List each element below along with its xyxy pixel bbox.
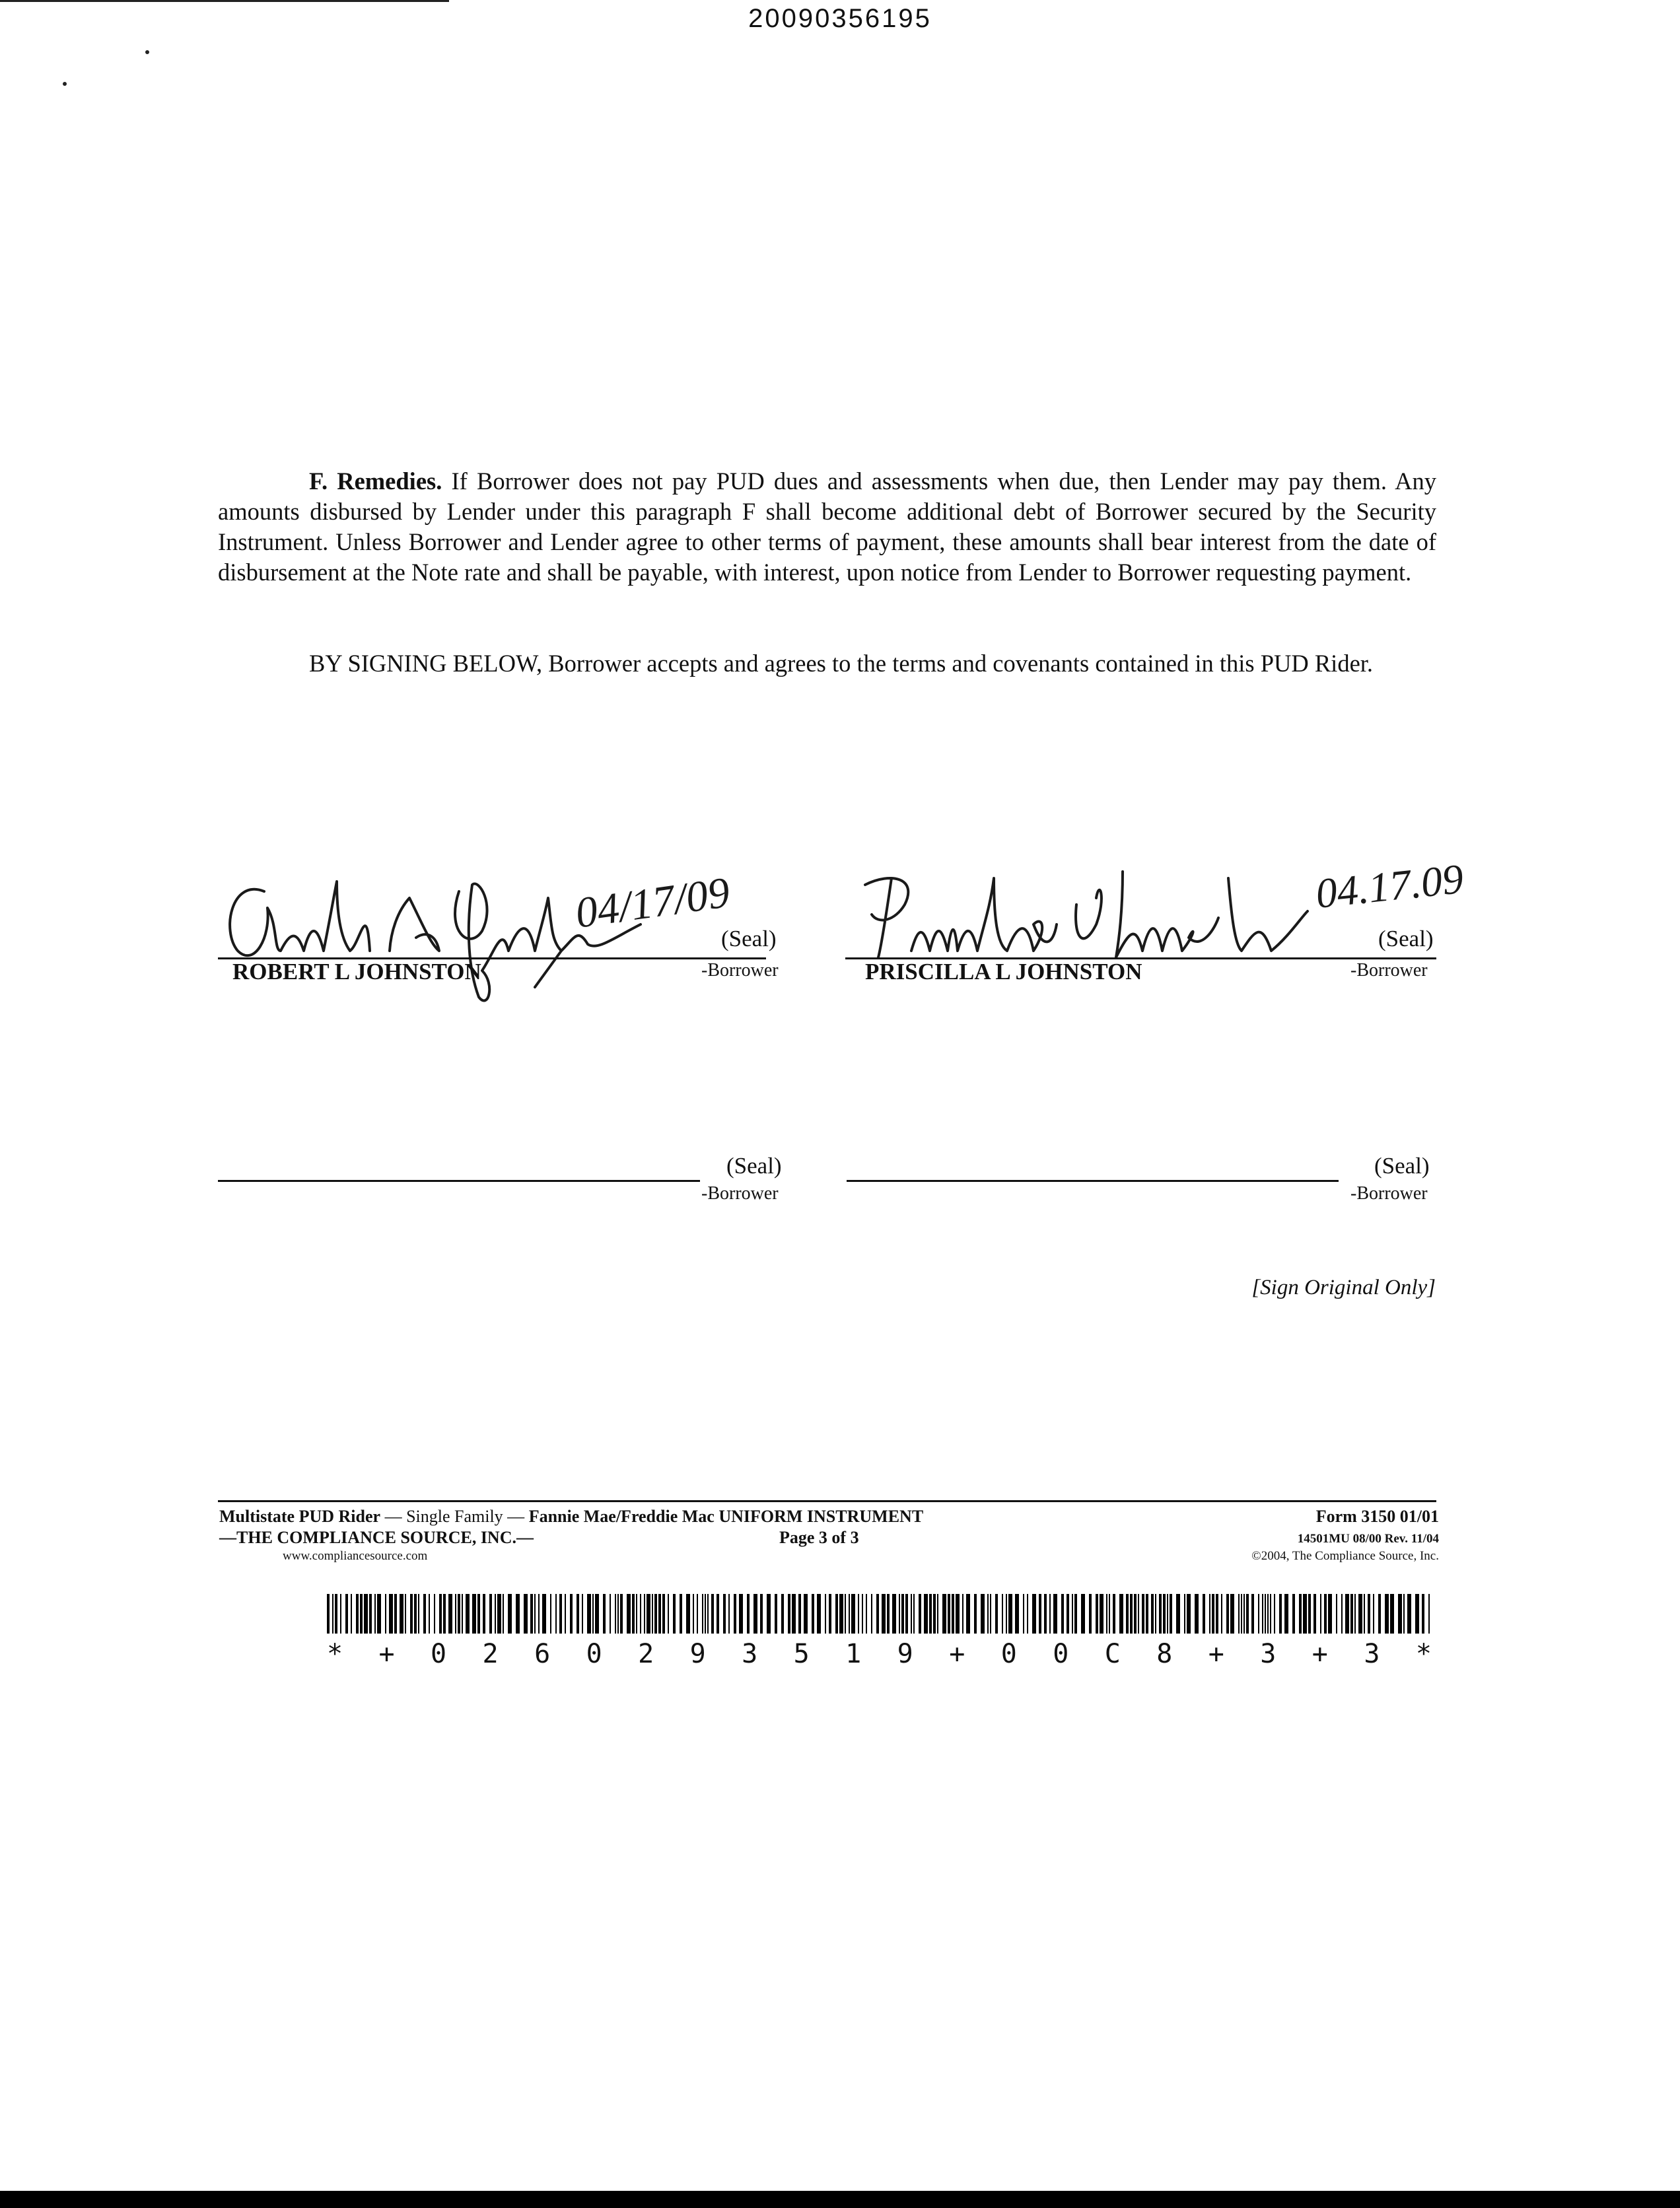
- barcode-bar: [924, 1594, 928, 1634]
- barcode-bar: [913, 1594, 915, 1634]
- barcode-bar: [817, 1594, 821, 1634]
- barcode-bar: [455, 1594, 456, 1634]
- role-label-borrower-2: -Borrower: [1350, 960, 1428, 981]
- document-number: 20090356195: [748, 4, 932, 33]
- barcode-bar: [1246, 1594, 1249, 1634]
- barcode-bar: [439, 1594, 442, 1634]
- signature-line-borrower-4: [847, 1180, 1339, 1182]
- barcode-bar: [466, 1594, 470, 1634]
- barcode-bar: [389, 1594, 393, 1634]
- barcode-bar: [812, 1594, 814, 1634]
- barcode-bar: [1238, 1594, 1240, 1634]
- signing-text: BY SIGNING BELOW, Borrower accepts and agrees to the terms and covenants contained in this PUD Rider.: [309, 650, 1374, 677]
- barcode-bar: [410, 1594, 413, 1634]
- barcode-bar: [1345, 1594, 1349, 1634]
- barcode-bar: [1251, 1594, 1254, 1634]
- barcode-bar: [1328, 1594, 1332, 1634]
- barcode-bar: [1187, 1594, 1191, 1634]
- barcode-bar: [929, 1594, 932, 1634]
- barcode-bar: [405, 1594, 406, 1634]
- barcode-bar: [458, 1594, 460, 1634]
- seal-label-borrower-3: (Seal): [726, 1153, 782, 1179]
- barcode-bar: [911, 1594, 912, 1634]
- barcode-bar: [340, 1594, 341, 1634]
- barcode-bar: [1403, 1594, 1405, 1634]
- scan-speck: [63, 82, 67, 86]
- barcode-bar: [792, 1594, 796, 1634]
- barcode-bar: [1354, 1594, 1356, 1634]
- seal-label-borrower-1: (Seal): [721, 926, 777, 951]
- barcode-bar: [1008, 1594, 1012, 1634]
- barcode-bar: [1170, 1594, 1172, 1634]
- barcode-bar: [1089, 1594, 1092, 1634]
- barcode-bar: [360, 1594, 363, 1634]
- barcode-bar: [1109, 1594, 1110, 1634]
- barcode-bar: [942, 1594, 946, 1634]
- seal-label-borrower-4: (Seal): [1374, 1153, 1430, 1179]
- barcode-bar: [680, 1594, 682, 1634]
- barcode-bar: [489, 1594, 492, 1634]
- barcode-bar: [1096, 1594, 1098, 1634]
- barcode-char: 6: [534, 1639, 551, 1669]
- barcode-char: 8: [1156, 1639, 1173, 1669]
- barcode-bar: [1303, 1594, 1307, 1634]
- robert-johnston-signature: [218, 852, 766, 1017]
- barcode-bar: [1385, 1594, 1389, 1634]
- barcode-bar: [345, 1594, 348, 1634]
- barcode-bar: [1358, 1594, 1362, 1634]
- barcode-bar: [1061, 1594, 1064, 1634]
- barcode-bar: [327, 1594, 330, 1634]
- barcode-char: 0: [1053, 1639, 1069, 1669]
- barcode-bar: [1267, 1594, 1269, 1634]
- barcode-bar: [1407, 1594, 1411, 1634]
- barcode-text: [327, 1639, 1432, 1669]
- barcode-bar: [385, 1594, 386, 1634]
- barcode-bar: [1027, 1594, 1028, 1634]
- left-signature-date: 04/17/09: [572, 868, 733, 938]
- copyright: ©2004, The Compliance Source, Inc.: [1251, 1549, 1439, 1563]
- barcode-bar: [788, 1594, 790, 1634]
- barcode-bar: [394, 1594, 397, 1634]
- remedies-heading: F. Remedies.: [309, 467, 442, 495]
- barcode-bar: [1106, 1594, 1107, 1634]
- barcode-bar: [798, 1594, 801, 1634]
- barcode-bar: [1006, 1594, 1007, 1634]
- barcode-bar: [948, 1594, 950, 1634]
- barcode-bar: [1015, 1594, 1019, 1634]
- barcode-bar: [673, 1594, 676, 1634]
- barcode-bar: [524, 1594, 528, 1634]
- barcode-char: 0: [431, 1639, 447, 1669]
- barcode-char: 0: [586, 1639, 602, 1669]
- form-number: Form 3150 01/01: [1315, 1507, 1439, 1526]
- barcode-bar: [1146, 1594, 1148, 1634]
- barcode-bar: [1230, 1594, 1234, 1634]
- barcode-bar: [887, 1594, 890, 1634]
- barcode-bar: [1142, 1594, 1144, 1634]
- barcode-char: +: [378, 1639, 395, 1669]
- remedies-paragraph: [218, 466, 1436, 588]
- barcode-bar: [739, 1594, 743, 1634]
- barcode-bar: [530, 1594, 533, 1634]
- barcode-bar: [565, 1594, 566, 1634]
- barcode-bar: [555, 1594, 557, 1634]
- barcode-bar: [534, 1594, 536, 1634]
- barcode-bar: [1049, 1594, 1051, 1634]
- barcode-bar: [1072, 1594, 1073, 1634]
- barcode-bar: [705, 1594, 706, 1634]
- barcode-bar: [1163, 1594, 1166, 1634]
- barcode-bar: [1364, 1594, 1365, 1634]
- barcode-bar: [1081, 1594, 1085, 1634]
- barcode-bar: [723, 1594, 726, 1634]
- barcode-bar: [483, 1594, 485, 1634]
- form-title: Multistate PUD Rider — Single Family — Fannie Mae/Freddie Mac UNIFORM INSTRUMENT: [219, 1507, 924, 1526]
- signature-line-borrower-3: [218, 1180, 700, 1182]
- barcode-bar: [550, 1594, 551, 1634]
- barcode-bar: [1138, 1594, 1139, 1634]
- barcode-bar: [610, 1594, 611, 1634]
- barcode-bar: [1039, 1594, 1041, 1634]
- role-label-borrower-1: -Borrower: [701, 960, 779, 981]
- barcode-bar: [418, 1594, 419, 1634]
- barcode-bar: [839, 1594, 843, 1634]
- barcode-bar: [974, 1594, 977, 1634]
- barcode-bar: [899, 1594, 900, 1634]
- barcode-bar: [1299, 1594, 1302, 1634]
- barcode-char: 3: [742, 1639, 758, 1669]
- barcode-bar: [862, 1594, 863, 1634]
- role-label-borrower-4: -Borrower: [1350, 1183, 1428, 1204]
- barcode-bar: [1053, 1594, 1057, 1634]
- barcode-bar: [508, 1594, 512, 1634]
- barcode-bar: [849, 1594, 850, 1634]
- barcode-bar: [414, 1594, 417, 1634]
- barcode-bar: [1126, 1594, 1129, 1634]
- barcode-bar: [962, 1594, 963, 1634]
- barcode-bar: [1184, 1594, 1185, 1634]
- barcode: [327, 1594, 1432, 1634]
- barcode-bar: [1203, 1594, 1205, 1634]
- barcode-bar: [697, 1594, 698, 1634]
- barcode-bar: [952, 1594, 954, 1634]
- barcode-bar: [1279, 1594, 1282, 1634]
- seal-label-borrower-2: (Seal): [1378, 926, 1434, 951]
- barcode-bar: [1378, 1594, 1381, 1634]
- barcode-bar: [658, 1594, 661, 1634]
- barcode-bar: [423, 1594, 426, 1634]
- barcode-bar: [1258, 1594, 1259, 1634]
- barcode-bar: [587, 1594, 591, 1634]
- barcode-bar: [851, 1594, 855, 1634]
- borrower-1-name: ROBERT L JOHNSTON: [232, 959, 481, 984]
- barcode-bar: [1159, 1594, 1162, 1634]
- barcode-bar: [1216, 1594, 1218, 1634]
- barcode-bar: [866, 1594, 867, 1634]
- barcode-bar: [1336, 1594, 1337, 1634]
- barcode-bar: [640, 1594, 641, 1634]
- barcode-bar: [1308, 1594, 1311, 1634]
- barcode-bar: [845, 1594, 846, 1634]
- barcode-bar: [933, 1594, 936, 1634]
- barcode-bar: [335, 1594, 337, 1634]
- form-code: 14501MU 08/00 Rev. 11/04: [1297, 1532, 1439, 1546]
- barcode-bar: [825, 1594, 826, 1634]
- barcode-bar: [1292, 1594, 1295, 1634]
- barcode-bar: [1373, 1594, 1374, 1634]
- barcode-bar: [686, 1594, 690, 1634]
- barcode-bar: [364, 1594, 368, 1634]
- barcode-char: 2: [638, 1639, 654, 1669]
- barcode-bar: [1241, 1594, 1242, 1634]
- barcode-bar: [767, 1594, 771, 1634]
- barcode-bar: [858, 1594, 859, 1634]
- barcode-bar: [1119, 1594, 1123, 1634]
- barcode-bar: [615, 1594, 616, 1634]
- barcode-bar: [495, 1594, 496, 1634]
- barcode-bar: [966, 1594, 970, 1634]
- barcode-bar: [1134, 1594, 1137, 1634]
- bottom-edge-bar: [0, 2191, 1680, 2208]
- barcode-bar: [1415, 1594, 1419, 1634]
- barcode-bar: [987, 1594, 989, 1634]
- barcode-bar: [829, 1594, 831, 1634]
- barcode-bar: [516, 1594, 520, 1634]
- barcode-bar: [1212, 1594, 1214, 1634]
- barcode-bar: [1270, 1594, 1271, 1634]
- barcode-char: 9: [689, 1639, 706, 1669]
- barcode-bar: [356, 1594, 359, 1634]
- barcode-bar: [702, 1594, 703, 1634]
- barcode-bar: [472, 1594, 476, 1634]
- barcode-bar: [804, 1594, 808, 1634]
- barcode-bar: [542, 1594, 546, 1634]
- barcode-bar: [603, 1594, 606, 1634]
- barcode-char: +: [1208, 1639, 1224, 1669]
- barcode-bar: [1176, 1594, 1180, 1634]
- barcode-bar: [559, 1594, 562, 1634]
- barcode-bar: [377, 1594, 381, 1634]
- barcode-bar: [1113, 1594, 1115, 1634]
- barcode-bar: [332, 1594, 333, 1634]
- barcode-bar: [892, 1594, 896, 1634]
- barcode-bar: [538, 1594, 540, 1634]
- barcode-char: *: [1415, 1639, 1432, 1669]
- barcode-bar: [1074, 1594, 1077, 1634]
- barcode-bar: [937, 1594, 938, 1634]
- barcode-bar: [707, 1594, 709, 1634]
- barcode-bar: [1155, 1594, 1156, 1634]
- barcode-bar: [448, 1594, 452, 1634]
- barcode-bar: [369, 1594, 372, 1634]
- barcode-bar: [711, 1594, 714, 1634]
- barcode-bar: [1320, 1594, 1321, 1634]
- barcode-bar: [1262, 1594, 1263, 1634]
- role-label-borrower-3: -Borrower: [701, 1183, 779, 1204]
- barcode-bar: [835, 1594, 838, 1634]
- barcode-bar: [1023, 1594, 1024, 1634]
- barcode-bar: [1284, 1594, 1288, 1634]
- barcode-char: +: [1312, 1639, 1328, 1669]
- barcode-bar: [477, 1594, 480, 1634]
- barcode-char: +: [949, 1639, 965, 1669]
- barcode-bar: [668, 1594, 669, 1634]
- barcode-bar: [905, 1594, 908, 1634]
- barcode-bar: [1221, 1594, 1222, 1634]
- barcode-bar: [1398, 1594, 1402, 1634]
- barcode-char: 9: [897, 1639, 913, 1669]
- barcode-char: 0: [1000, 1639, 1017, 1669]
- borrower-2-name: PRISCILLA L JOHNSTON: [865, 959, 1142, 984]
- barcode-bar: [734, 1594, 736, 1634]
- barcode-bar: [728, 1594, 730, 1634]
- barcode-bar: [627, 1594, 631, 1634]
- barcode-bar: [1274, 1594, 1275, 1634]
- barcode-bar: [901, 1594, 904, 1634]
- barcode-bar: [1044, 1594, 1047, 1634]
- barcode-bar: [462, 1594, 463, 1634]
- barcode-bar: [1209, 1594, 1210, 1634]
- barcode-char: 3: [1260, 1639, 1277, 1669]
- barcode-bar: [693, 1594, 694, 1634]
- barcode-char: 5: [793, 1639, 810, 1669]
- barcode-bar: [775, 1594, 777, 1634]
- barcode-char: 2: [482, 1639, 499, 1669]
- right-signature-date: 04.17.09: [1313, 854, 1466, 917]
- barcode-bar: [647, 1594, 650, 1634]
- barcode-char: 3: [1364, 1639, 1380, 1669]
- barcode-bar: [652, 1594, 653, 1634]
- barcode-bar: [1243, 1594, 1245, 1634]
- barcode-bar: [374, 1594, 376, 1634]
- barcode-bar: [995, 1594, 998, 1634]
- barcode-bar: [882, 1594, 886, 1634]
- barcode-bar: [919, 1594, 921, 1634]
- barcode-bar: [1341, 1594, 1343, 1634]
- barcode-bar: [871, 1594, 872, 1634]
- barcode-char: 1: [845, 1639, 862, 1669]
- barcode-bar: [1313, 1594, 1316, 1634]
- barcode-bar: [781, 1594, 784, 1634]
- barcode-bar: [1151, 1594, 1154, 1634]
- barcode-bar: [1226, 1594, 1229, 1634]
- scan-speck: [145, 50, 149, 54]
- barcode-bar: [1100, 1594, 1103, 1634]
- barcode-bar: [1002, 1594, 1003, 1634]
- barcode-bar: [1368, 1594, 1370, 1634]
- barcode-bar: [747, 1594, 750, 1634]
- barcode-bar: [1422, 1594, 1424, 1634]
- barcode-bar: [632, 1594, 635, 1634]
- barcode-bar: [981, 1594, 985, 1634]
- website: www.compliancesource.com: [283, 1549, 428, 1563]
- barcode-bar: [644, 1594, 645, 1634]
- barcode-bar: [956, 1594, 960, 1634]
- barcode-bar: [617, 1594, 619, 1634]
- barcode-bar: [654, 1594, 657, 1634]
- barcode-bar: [443, 1594, 446, 1634]
- remedies-text: If Borrower does not pay PUD dues and assessments when due, then Lender may pay them. Any amounts disbursed by Lender under this paragraph F shall become additional debt of Borrower secured by the Security Instrument. Unless Borrower and Lender agree to other terms of payment, these amounts shall bear interest from the date of disbursement at the Note rate and shall be payable, with interest, upon notice from Lender to Borrower requesting payment.: [218, 467, 1436, 586]
- barcode-bar: [434, 1594, 435, 1634]
- barcode-bar: [1032, 1594, 1036, 1634]
- signing-paragraph: [218, 648, 1436, 679]
- barcode-bar: [497, 1594, 501, 1634]
- barcode-bar: [1324, 1594, 1327, 1634]
- sign-original-note: [Sign Original Only]: [1251, 1276, 1436, 1299]
- barcode-char: *: [327, 1639, 343, 1669]
- barcode-bar: [1167, 1594, 1168, 1634]
- barcode-bar: [662, 1594, 665, 1634]
- barcode-bar: [1390, 1594, 1394, 1634]
- barcode-bar: [636, 1594, 637, 1634]
- footer-rule: [218, 1500, 1436, 1502]
- barcode-bar: [592, 1594, 594, 1634]
- barcode-bar: [1067, 1594, 1069, 1634]
- barcode-bar: [400, 1594, 403, 1634]
- barcode-bar: [1350, 1594, 1353, 1634]
- barcode-bar: [429, 1594, 430, 1634]
- barcode-bar: [760, 1594, 763, 1634]
- barcode-bar: [620, 1594, 623, 1634]
- page-number: Page 3 of 3: [779, 1528, 859, 1547]
- barcode-bar: [595, 1594, 599, 1634]
- barcode-bar: [876, 1594, 879, 1634]
- barcode-bar: [1265, 1594, 1266, 1634]
- barcode-bar: [753, 1594, 757, 1634]
- barcode-bar: [990, 1594, 991, 1634]
- barcode-bar: [503, 1594, 504, 1634]
- barcode-bar: [582, 1594, 583, 1634]
- barcode-bar: [570, 1594, 573, 1634]
- barcode-bar: [717, 1594, 719, 1634]
- barcode-bar: [1130, 1594, 1133, 1634]
- barcode-char: C: [1104, 1639, 1121, 1669]
- barcode-bar: [1428, 1594, 1430, 1634]
- barcode-bar: [1195, 1594, 1199, 1634]
- company-name: —THE COMPLIANCE SOURCE, INC.—: [219, 1528, 534, 1547]
- barcode-bar: [577, 1594, 579, 1634]
- barcode-bar: [351, 1594, 352, 1634]
